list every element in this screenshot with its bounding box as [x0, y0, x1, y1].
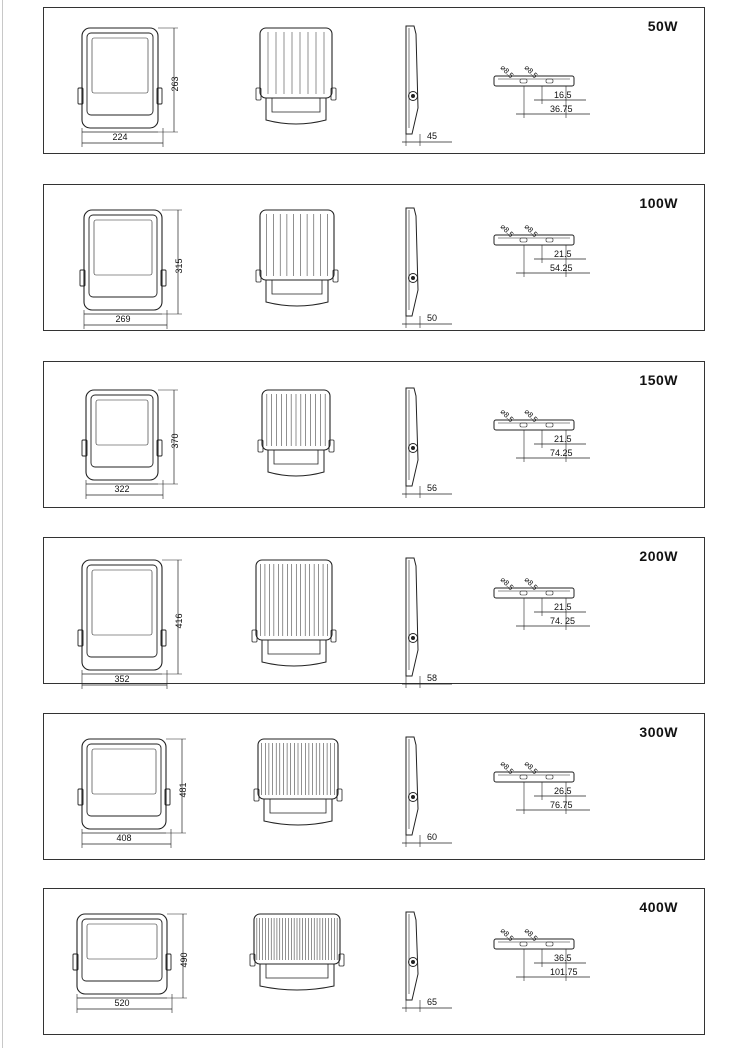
- inner-dimension-value: 21.5: [554, 249, 572, 259]
- depth-value: 56: [426, 483, 438, 493]
- mounting-slot: [546, 79, 553, 83]
- wattage-label: 300W: [639, 724, 678, 740]
- pivot-center: [411, 960, 415, 964]
- model-panel: [43, 361, 705, 508]
- bracket-top-view: [494, 575, 590, 630]
- inner-dimension-value: 16.5: [554, 90, 572, 100]
- technical-drawing: [44, 538, 706, 685]
- rear-view: [256, 28, 336, 124]
- lens-inner: [94, 220, 152, 275]
- bracket-top-view: [494, 926, 590, 981]
- lens-outline: [89, 215, 157, 297]
- mounting-bracket: [266, 280, 328, 306]
- lamp-body-outline: [77, 914, 167, 994]
- wattage-label: 100W: [639, 195, 678, 211]
- depth-value: 58: [426, 673, 438, 683]
- width-value: 352: [114, 674, 130, 684]
- outer-dimension-value: 36.75: [550, 104, 573, 114]
- bracket-inner: [272, 280, 322, 294]
- mounting-slot: [546, 942, 553, 946]
- outer-dimension-value: 101.75: [550, 967, 578, 977]
- hole-diameter-label: ⌀8.5: [498, 407, 516, 424]
- rear-view: [252, 560, 336, 666]
- depth-value: 60: [426, 832, 438, 842]
- lens-inner: [96, 400, 148, 445]
- front-view: [78, 28, 180, 147]
- side-profile: [406, 208, 418, 316]
- width-value: 520: [114, 998, 130, 1008]
- technical-drawing: [44, 362, 706, 509]
- pivot-center: [411, 94, 415, 98]
- lens-inner: [92, 749, 156, 794]
- heatsink-outline: [256, 560, 332, 640]
- hole-diameter-label: ⌀8.5: [522, 407, 540, 424]
- lamp-body-outline: [82, 560, 162, 670]
- bracket-inner: [274, 450, 318, 464]
- wattage-label: 50W: [647, 18, 678, 34]
- pivot-center: [411, 276, 415, 280]
- heatsink-outline: [260, 210, 334, 280]
- side-view: [402, 912, 452, 1012]
- wattage-label: 150W: [639, 372, 678, 388]
- technical-drawing: [44, 185, 706, 332]
- rear-view: [256, 210, 338, 306]
- lens-outline: [87, 744, 161, 816]
- lens-outline: [82, 919, 162, 981]
- lens-outline: [87, 33, 153, 115]
- mounting-slot: [546, 775, 553, 779]
- mounting-bracket: [260, 964, 334, 990]
- height-value: 416: [174, 613, 184, 629]
- outer-dimension-value: 54.25: [550, 263, 573, 273]
- hole-diameter-label: ⌀8.5: [498, 222, 516, 239]
- mounting-slot: [546, 423, 553, 427]
- outer-dimension-value: 74. 25: [550, 616, 576, 626]
- side-view: [402, 558, 452, 688]
- hole-diameter-label: ⌀8.5: [522, 222, 540, 239]
- technical-drawing: [44, 714, 706, 861]
- height-value: 263: [170, 76, 180, 92]
- side-view: [402, 208, 452, 328]
- hole-diameter-label: ⌀8.5: [522, 575, 540, 592]
- mounting-slot: [520, 238, 527, 242]
- rear-view: [254, 739, 342, 825]
- width-value: 322: [114, 484, 130, 494]
- technical-drawing: [44, 889, 706, 1036]
- width-value: 224: [112, 132, 128, 142]
- hole-diameter-label: ⌀8.5: [498, 759, 516, 776]
- bracket-inner: [268, 640, 320, 654]
- bracket-inner: [272, 98, 320, 112]
- side-view: [402, 388, 452, 498]
- hole-diameter-label: ⌀8.5: [522, 926, 540, 943]
- outer-dimension-value: 76.75: [550, 800, 573, 810]
- mounting-bracket: [264, 799, 332, 825]
- mounting-bracket: [262, 640, 326, 666]
- wattage-label: 200W: [639, 548, 678, 564]
- mounting-slot: [520, 79, 527, 83]
- technical-drawing: [44, 8, 706, 155]
- front-view: [73, 914, 189, 1013]
- bracket-top-view: [494, 63, 590, 118]
- model-panel: [43, 7, 705, 154]
- hole-diameter-label: ⌀8.5: [522, 759, 540, 776]
- bracket-inner: [266, 964, 328, 978]
- height-value: 315: [174, 258, 184, 274]
- front-view: [78, 739, 188, 848]
- front-view: [78, 560, 184, 689]
- front-view: [80, 210, 184, 329]
- side-view: [402, 26, 452, 146]
- inner-dimension-value: 21.5: [554, 602, 572, 612]
- side-view: [402, 737, 452, 847]
- inner-dimension-value: 36.5: [554, 953, 572, 963]
- model-panel: [43, 888, 705, 1035]
- side-profile: [406, 388, 418, 486]
- lens-outline: [87, 565, 157, 657]
- lamp-body-outline: [86, 390, 158, 480]
- inner-dimension-value: 26.5: [554, 786, 572, 796]
- height-value: 481: [178, 782, 188, 798]
- width-value: 269: [115, 314, 131, 324]
- pivot-center: [411, 795, 415, 799]
- hole-diameter-label: ⌀8.5: [498, 575, 516, 592]
- lens-inner: [87, 924, 157, 959]
- lens-inner: [92, 38, 148, 93]
- depth-value: 45: [426, 131, 438, 141]
- side-profile: [406, 737, 418, 835]
- lamp-body-outline: [82, 28, 158, 128]
- outer-dimension-value: 74.25: [550, 448, 573, 458]
- height-value: 490: [179, 952, 189, 968]
- depth-value: 65: [426, 997, 438, 1007]
- bracket-inner: [270, 799, 326, 813]
- pivot-center: [411, 446, 415, 450]
- depth-value: 50: [426, 313, 438, 323]
- side-profile: [406, 912, 418, 1000]
- page-edge-rule: [2, 0, 3, 1048]
- lamp-body-outline: [84, 210, 162, 310]
- hole-diameter-label: ⌀8.5: [522, 63, 540, 80]
- hole-diameter-label: ⌀8.5: [498, 63, 516, 80]
- mounting-bracket: [266, 98, 326, 124]
- model-panel: [43, 713, 705, 860]
- height-value: 370: [170, 433, 180, 449]
- heatsink-outline: [260, 28, 332, 98]
- mounting-bracket: [268, 450, 324, 476]
- mounting-slot: [546, 591, 553, 595]
- mounting-slot: [520, 423, 527, 427]
- side-profile: [406, 26, 418, 134]
- side-profile: [406, 558, 418, 676]
- wattage-label: 400W: [639, 899, 678, 915]
- lamp-body-outline: [82, 739, 166, 829]
- bracket-top-view: [494, 759, 590, 814]
- front-view: [82, 390, 180, 499]
- rear-view: [250, 914, 344, 990]
- model-panel: [43, 537, 705, 684]
- mounting-slot: [520, 591, 527, 595]
- bracket-top-view: [494, 407, 590, 462]
- width-value: 408: [116, 833, 132, 843]
- lens-outline: [91, 395, 153, 467]
- mounting-slot: [520, 942, 527, 946]
- model-panel: [43, 184, 705, 331]
- lens-inner: [92, 570, 152, 635]
- rear-view: [258, 390, 334, 476]
- hole-diameter-label: ⌀8.5: [498, 926, 516, 943]
- mounting-slot: [546, 238, 553, 242]
- pivot-center: [411, 636, 415, 640]
- inner-dimension-value: 21.5: [554, 434, 572, 444]
- mounting-slot: [520, 775, 527, 779]
- bracket-top-view: [494, 222, 590, 277]
